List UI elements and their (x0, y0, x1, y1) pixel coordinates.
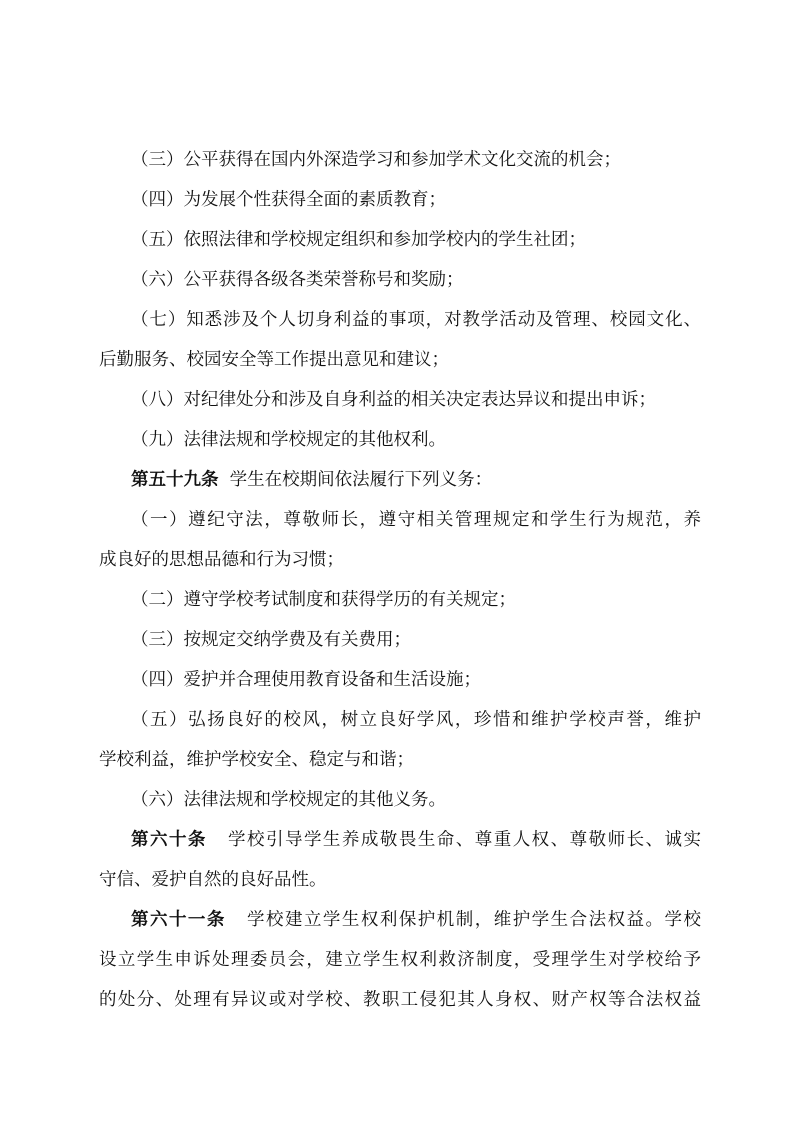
article-61-line-2: 设立学生申诉处理委员会，建立学生权利救济制度，受理学生对学校给予 (99, 950, 701, 970)
article-60-line-1 (131, 820, 701, 860)
right-item-7-line-1: （七）知悉涉及个人切身利益的事项，对教学活动及管理、校园文化、 (131, 310, 701, 330)
right-item-7-line-2: 后勤服务、校园安全等工作提出意见和建议； (99, 350, 449, 370)
right-item-3: （三）公平获得在国内外深造学习和参加学术文化交流的机会； (131, 150, 621, 170)
right-item-6: （六）公平获得各级各类荣誉称号和奖励； (131, 270, 464, 290)
article-59-line (131, 460, 701, 500)
duty-item-5-line-1: （五）弘扬良好的校风，树立良好学风，珍惜和维护学校声誉，维护 (131, 710, 701, 730)
article-60-line-2: 守信、爱护自然的良好品性。 (99, 870, 327, 890)
right-item-8: （八）对纪律处分和涉及自身利益的相关决定表达异议和提出申诉； (131, 390, 656, 410)
duty-item-1-line-1: （一）遵纪守法，尊敬师长，遵守相关管理规定和学生行为规范，养 (131, 510, 701, 530)
article-61-text: 学校建立学生权利保护机制，维护学生合法权益。学校 (247, 910, 701, 930)
duty-item-5-line-2: 学校利益，维护学校安全、稳定与和谐； (99, 750, 414, 770)
article-59-heading: 第五十九条 (131, 470, 219, 490)
duty-item-6: （六）法律法规和学校规定的其他义务。 (131, 790, 446, 810)
duty-item-4: （四）爱护并合理使用教育设备和生活设施； (131, 670, 481, 690)
right-item-9: （九）法律法规和学校规定的其他权利。 (131, 430, 446, 450)
article-61-heading: 第六十一条 (131, 910, 226, 930)
article-61-line-1 (131, 900, 701, 940)
duty-item-3: （三）按规定交纳学费及有关费用； (131, 630, 411, 650)
right-item-4: （四）为发展个性获得全面的素质教育； (131, 190, 446, 210)
duty-item-2: （二）遵守学校考试制度和获得学历的有关规定； (131, 590, 516, 610)
article-60-text: 学校引导学生养成敬畏生命、尊重人权、尊敬师长、诚实 (228, 830, 702, 850)
right-item-5: （五）依照法律和学校规定组织和参加学校内的学生社团； (131, 230, 586, 250)
article-61-line-3: 的处分、处理有异议或对学校、教职工侵犯其人身权、财产权等合法权益 (99, 990, 701, 1010)
article-59-text: 学生在校期间依法履行下列义务： (229, 470, 493, 490)
document-body (99, 140, 702, 1020)
article-60-heading: 第六十条 (131, 830, 207, 850)
duty-item-1-line-2: 成良好的思想品德和行为习惯； (99, 550, 344, 570)
